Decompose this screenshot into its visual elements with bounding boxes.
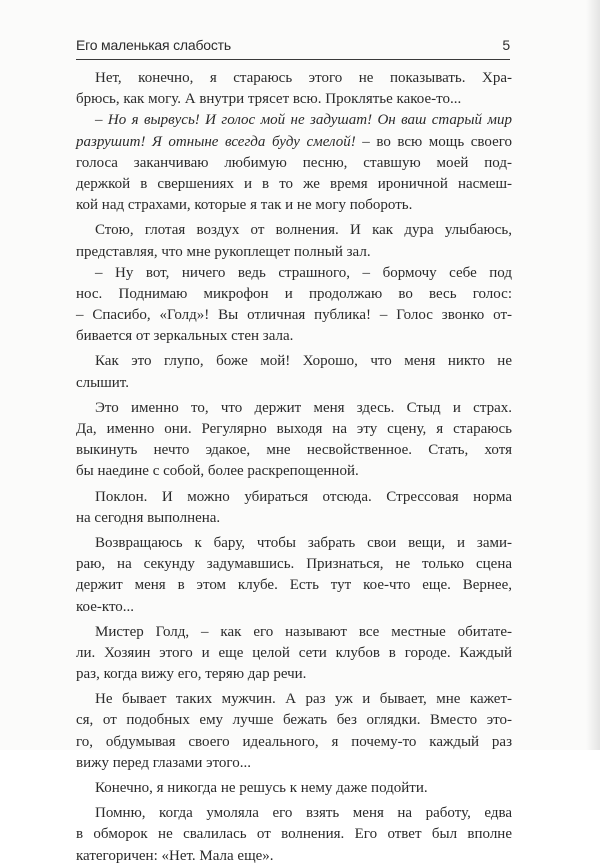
text-line: – Спасибо, «Голд»! Вы отличная публика! – Голос звонко от- xyxy=(76,307,512,324)
text-line: – Ну вот, ничего ведь страшного, – бормочу себе под xyxy=(95,264,512,281)
text-line: раз, когда вижу его, теряю дар речи. xyxy=(76,666,307,683)
paragraph xyxy=(76,398,512,483)
paragraph xyxy=(76,487,512,529)
text-line: держит меня в этом клубе. Есть тут кое-что еще. Вернее, xyxy=(76,577,512,594)
text-line: ся, от подобных ему лучше бежать без оглядки. Вместо это- xyxy=(76,712,512,729)
text-line: раю, на секунду задумавшись. Признаться, не только сцена xyxy=(76,556,512,573)
text-line: держкой в свершениях и в то же время ироничной насмеш- xyxy=(76,175,512,192)
text-line: выкинуть нечто эдакое, мне несвойственное. Стать, хотя xyxy=(76,442,512,459)
text-line: бивается от зеркальных стен зала. xyxy=(76,328,294,345)
paragraph xyxy=(76,263,512,348)
text-line: Стою, глотая воздух от волнения. И как дура улыбаюсь, xyxy=(95,222,512,239)
text-line: – Но я вырвусь! И голос мой не задушат! Он ваш старый мир xyxy=(95,112,512,129)
text-line: Мистер Голд, – как его называют все местные обитате- xyxy=(95,623,512,640)
italic-fragment: разрушит! Я отныне всегда буду смелой! xyxy=(76,133,356,150)
text-line: Да, именно они. Регулярно выходя на эту сцену, я стараюсь xyxy=(76,421,512,437)
text-line: категоричен: «Нет. Мала еще». xyxy=(76,847,274,864)
page-number: 5 xyxy=(502,37,510,53)
text-line: Нет, конечно, я стараюсь этого не показывать. Хра- xyxy=(95,70,512,86)
text-line: в обморок не свалилась от волнения. Его ответ был вполне xyxy=(76,826,512,843)
text-line: Не бывает таких мужчин. А раз уж и бывает, мне кажет- xyxy=(95,691,512,708)
running-title: Его маленькая слабость xyxy=(76,37,231,53)
paragraph xyxy=(76,778,512,799)
text-line: Помню, когда умоляла его взять меня на работу, едва xyxy=(95,805,512,822)
paragraph xyxy=(76,220,512,262)
text-line: вижу перед глазами этого... xyxy=(76,754,251,771)
text-line: на сегодня выполнена. xyxy=(76,509,221,526)
paragraph xyxy=(76,533,512,618)
paragraph xyxy=(76,351,512,393)
text-line: ли. Хозяин этого и еще целой сети клубов в городе. Каждый xyxy=(76,644,512,661)
text-line: бы наедине с собой, более раскрепощенной. xyxy=(76,463,359,480)
text-line: нос. Поднимаю микрофон и продолжаю во весь голос: xyxy=(76,285,512,302)
text-line: Поклон. И можно убираться отсюда. Стрессовая норма xyxy=(95,488,512,505)
text-line: кое-кто... xyxy=(76,598,135,615)
text-line: Возвращаюсь к бару, чтобы забрать свои вещи, и зами- xyxy=(95,534,512,551)
text-line: го, обдумывая своего идеального, я почему-то каждый раз xyxy=(76,733,512,750)
running-header xyxy=(76,37,510,59)
text-line: слышит. xyxy=(76,374,129,391)
text-line: брюсь, как могу. А внутри трясет всю. Проклятье какое-то... xyxy=(76,91,462,108)
text-line: представляя, что мне рукоплещет полный зал. xyxy=(76,243,371,260)
text-line: Как это глупо, боже мой! Хорошо, что меня никто не xyxy=(95,353,512,370)
paragraph xyxy=(76,803,512,867)
paragraph xyxy=(76,622,512,686)
body-text xyxy=(76,68,512,867)
text-line: Конечно, я никогда не решусь к нему даже подойти. xyxy=(95,780,428,796)
paragraph xyxy=(76,689,512,774)
text-line: Это именно то, что держит меня здесь. Стыд и страх. xyxy=(95,399,512,416)
page-edge-shadow xyxy=(586,0,600,750)
text-line: кой над страхами, которые я так и не могу побороть. xyxy=(76,197,413,214)
text-line: голоса заканчиваю любимую песню, ставшую моей под- xyxy=(76,154,512,171)
header-rule xyxy=(76,59,510,60)
text-line xyxy=(76,132,512,153)
paragraph xyxy=(76,68,512,110)
text-fragment: – во всю мощь своего xyxy=(355,133,513,150)
paragraph xyxy=(76,110,512,216)
